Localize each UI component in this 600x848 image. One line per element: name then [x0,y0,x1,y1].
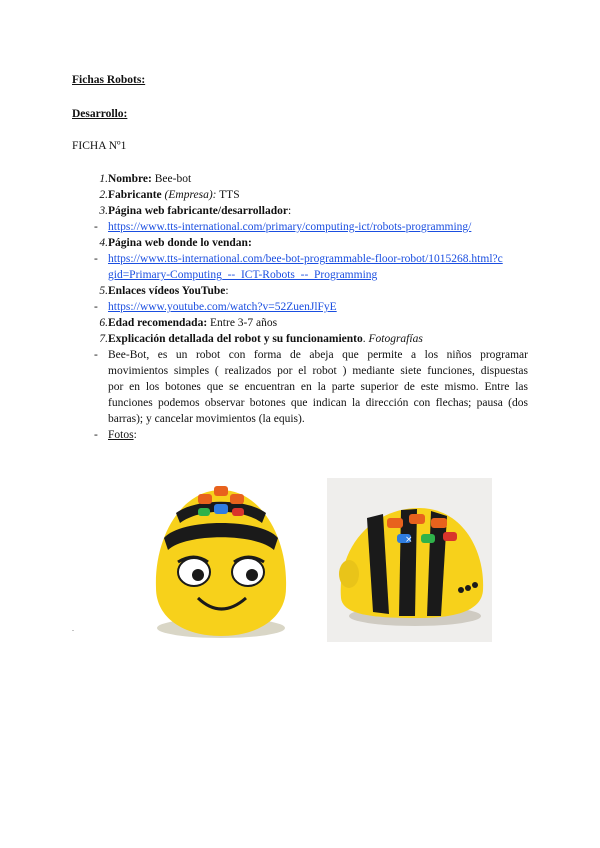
description-line: movimientos simples ( realizados por el robot ) mediante siete funciones, dispuestas [108,365,528,377]
section-subheading: Desarrollo: [72,108,128,120]
bee-bot-side-photo [327,478,492,642]
item-number: 2. [99,189,108,201]
item-value: Entre 3-7 años [207,317,278,329]
youtube-link[interactable]: https://www.youtube.com/watch?v=52ZuenJlFyE [108,301,337,313]
item-label: Edad recomendada: [108,317,208,329]
description-line: barras); y cancelar movimientos (la equis). [108,413,305,425]
fotos-label: Fotos [108,429,134,441]
store-link-line1[interactable]: https://www.tts-international.com/bee-bot-programmable-floor-robot/1015268.html?c [108,253,503,265]
description-line: funciones podemos observar botones que indican la dirección con flechas; pausa (dos [108,397,528,409]
item-number: 7. [99,333,108,345]
item-label: Explicación detallada del robot y su funcionamiento [108,333,363,345]
ficha-title: FICHA Nº1 [72,140,127,152]
item-number: 5. [99,285,108,297]
item-value: TTS [216,189,240,201]
item-value: : [287,205,292,217]
dash-bullet: - [94,253,98,265]
description-line: Bee-Bot, es un robot con forma de abeja que permite a los niños programar [108,349,528,361]
bee-bot-front-photo [146,478,296,642]
dash-bullet: - [94,301,98,313]
page-heading: Fichas Robots: [72,74,146,86]
stray-mark: . [72,624,74,633]
item-value-italic: Fotografías [368,333,423,345]
dash-bullet: - [94,349,98,361]
description-line: por en los botones que se encuentran en la parte superior de este mismo. Entre las [108,381,528,393]
item-value: . [362,333,369,345]
item-label-italic: (Empresa): [161,189,217,201]
store-link-line2[interactable]: gid=Primary-Computing_--_ICT-Robots_--_Programming [108,269,378,281]
svg-text:×: × [405,535,413,545]
fotos-colon: : [133,429,137,441]
item-number: 1. [99,173,108,185]
item-label: Página web fabricante/desarrollador [108,205,288,217]
dash-bullet: - [94,221,98,233]
item-label: Página web donde lo vendan: [108,237,252,249]
item-value: Bee-bot [151,173,192,185]
dash-bullet: - [94,429,98,441]
item-label: Nombre: [108,173,152,185]
manufacturer-link[interactable]: https://www.tts-international.com/primary/computing-ict/robots-programming/ [108,221,472,233]
item-number: 3. [99,205,108,217]
item-label: Enlaces vídeos YouTube [108,285,226,297]
item-number: 6. [99,317,108,329]
item-value: : [225,285,229,297]
item-number: 4. [99,237,108,249]
item-label: Fabricante [108,189,162,201]
